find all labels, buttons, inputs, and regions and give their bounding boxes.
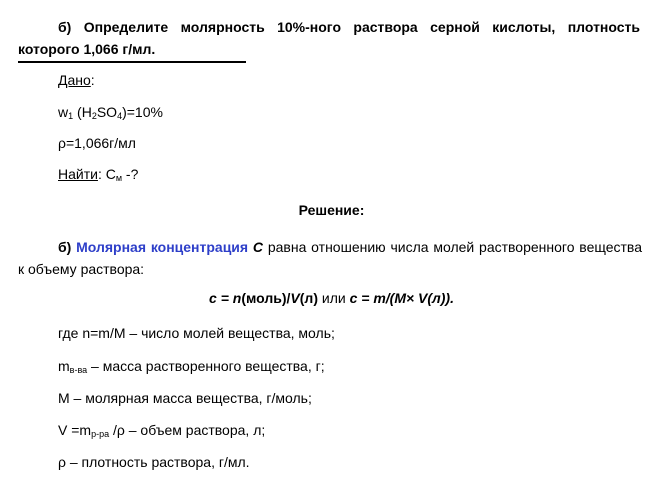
find-value-prefix: : C [97, 166, 116, 182]
compound-sub-1: 2 [91, 111, 97, 121]
formula-a5: (л) [299, 290, 318, 306]
def-m-suffix: – масса растворенного вещества, г; [87, 358, 325, 374]
given-label: Дано [58, 72, 91, 88]
mass-fraction-index: 1 [68, 111, 74, 121]
problem-title [18, 16, 640, 60]
molarity-formula [0, 289, 663, 307]
mass-fraction-symbol: w [58, 104, 69, 120]
def-v-prefix: V =m [58, 422, 92, 438]
given-mass-fraction [58, 103, 163, 121]
given-density: ρ=1,066г/мл [58, 135, 136, 151]
given-label-colon: : [90, 72, 95, 88]
definition-density: ρ – плотность раствора, г/мл. [58, 454, 250, 470]
def-m-prefix: m [58, 358, 70, 374]
definition-paragraph [18, 236, 642, 280]
find-label: Найти [58, 166, 98, 182]
definition-volume [58, 421, 265, 439]
formula-a2: n [232, 290, 242, 306]
solution-heading: Решение: [298, 202, 365, 218]
given-label-line [58, 71, 95, 89]
formula-a1: c = [209, 290, 233, 306]
compound-mid: SO [96, 104, 118, 120]
molar-concentration-term: Молярная концентрация [76, 239, 249, 255]
find-value-suffix: -? [122, 166, 139, 182]
formula-b: c = m/(M× V(л)). [349, 290, 454, 306]
find-value-sub: м [115, 173, 123, 183]
formula-a4: V [290, 290, 300, 306]
formula-a3: (моль)/ [241, 290, 291, 306]
def-v-sub: р-ра [91, 429, 110, 439]
definition-molar-mass: M – молярная масса вещества, г/моль; [58, 390, 312, 406]
problem-title-text: б) Определите молярность 10%-ного раствора серной кислоты, плотность которого 1,066 г/мл. [18, 19, 640, 57]
compound-close: )=10% [122, 104, 163, 120]
title-divider [18, 61, 246, 63]
find-line [58, 165, 138, 183]
formula-or: или [317, 290, 350, 306]
def-m-sub: в-ва [69, 365, 88, 375]
definition-m [58, 357, 325, 375]
concentration-symbol: C [252, 239, 264, 255]
def-v-suffix: /ρ – объем раствора, л; [109, 422, 266, 438]
compound-sub-2: 4 [117, 111, 123, 121]
compound-open: (H [73, 104, 92, 120]
definition-n: где n=m/M – число молей вещества, моль; [58, 325, 335, 341]
para-rest: равна отношению числа молей растворенного вещества к объему раствора: [18, 239, 642, 277]
para-prefix: б) [58, 239, 77, 255]
